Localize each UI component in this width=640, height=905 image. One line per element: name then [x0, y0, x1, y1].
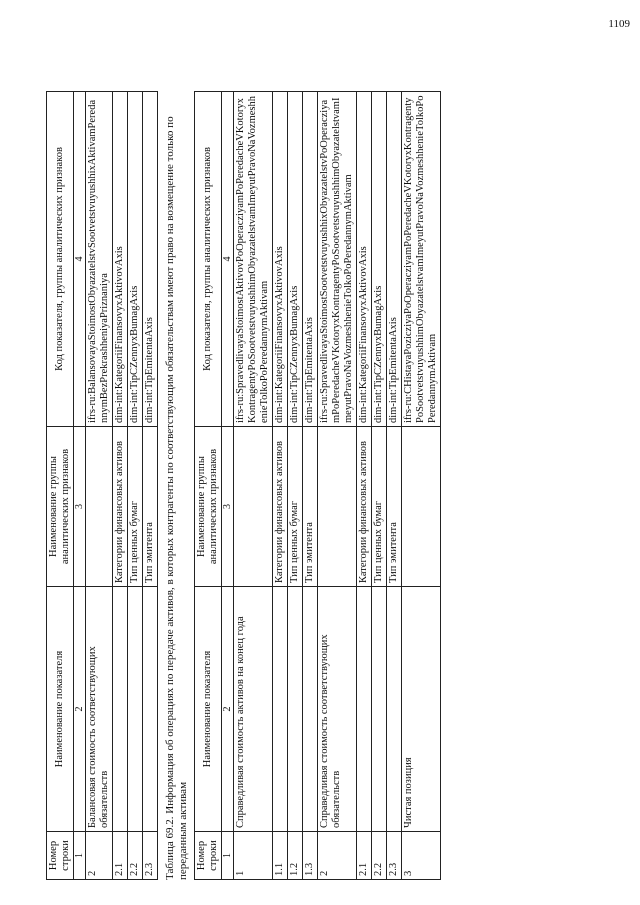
row-number-cell: 1	[234, 832, 273, 880]
code-cell: dim-int:TipCZennyxBumagAxis	[128, 92, 143, 427]
table-row	[113, 92, 128, 880]
indicator-name-cell	[357, 587, 372, 832]
group-name-cell: Тип эмитента	[143, 427, 158, 587]
indicator-name-cell	[387, 587, 402, 832]
group-name-cell: Тип ценных бумаг	[372, 427, 387, 587]
table-index-row	[74, 92, 86, 880]
table-row	[387, 92, 402, 880]
code-cell: ifrs-ru:CHistayaPozicziyaPoOperacziyamPoPeredacheVKotoryxKontragentyPoSootvetstvuyushhimObyazatelstvamImeyutPravoNaVozmeshhenieTolkoPoPeredannymAktivam	[402, 92, 441, 427]
index-cell: 1	[74, 832, 86, 880]
group-name-cell	[318, 427, 357, 587]
row-number-cell: 2.3	[387, 832, 402, 880]
code-cell: dim-int:TipEmitentaAxis	[143, 92, 158, 427]
header-code: Код показателя, группы аналитических признаков	[195, 92, 222, 427]
table-row	[128, 92, 143, 880]
row-number-cell: 2.2	[372, 832, 387, 880]
row-number-cell: 2.2	[128, 832, 143, 880]
header-indicator-name: Наименование показателя	[195, 587, 222, 832]
index-cell: 2	[222, 587, 234, 832]
table-row	[234, 92, 273, 880]
table-header-row	[47, 92, 74, 880]
group-name-cell	[234, 427, 273, 587]
row-number-cell: 2	[318, 832, 357, 880]
group-name-cell: Тип эмитента	[387, 427, 402, 587]
code-cell: dim-int:TipEmitentaAxis	[387, 92, 402, 427]
code-cell: dim-int:KategoriiFinansovyxAktivovAxis	[273, 92, 288, 427]
table-row	[288, 92, 303, 880]
index-cell: 4	[74, 92, 86, 427]
table-row	[318, 92, 357, 880]
row-number-cell: 2.3	[143, 832, 158, 880]
indicator-name-cell	[288, 587, 303, 832]
group-name-cell: Тип ценных бумаг	[128, 427, 143, 587]
header-code: Код показателя, группы аналитических признаков	[47, 92, 74, 427]
table-header-row	[195, 92, 222, 880]
indicator-name-cell: Справедливая стоимость соответствующих обязательств	[318, 587, 357, 832]
indicator-name-cell: Балансовая стоимость соответствующих обязательств	[86, 587, 113, 832]
code-cell: ifrs-ru:SpravedlivayaStoimostAktivovPoOperacziyamPoPeredacheVKotoryxKontragentyPoSootvetstvuyushhimObyazatelstvamImeyutPravoNaVozmeshhenieTolkoPoPeredannymAktivam	[234, 92, 273, 427]
table-row	[143, 92, 158, 880]
index-cell: 2	[74, 587, 86, 832]
group-name-cell: Категории финансовых активов	[273, 427, 288, 587]
row-number-cell: 2.1	[357, 832, 372, 880]
row-number-cell: 1.2	[288, 832, 303, 880]
row-number-cell: 3	[402, 832, 441, 880]
code-cell: ifrs-ru:BalansovayaStoimostObyazatelstvSootvetstvuyushhixAktivamPeredannymBezPrekrashheniyaPriznaniya	[86, 92, 113, 427]
group-name-cell: Тип ценных бумаг	[288, 427, 303, 587]
rotated-content	[40, 80, 600, 880]
code-cell: dim-int:TipCZennyxBumagAxis	[372, 92, 387, 427]
group-name-cell: Категории финансовых активов	[113, 427, 128, 587]
index-cell: 4	[222, 92, 234, 427]
table-row	[402, 92, 441, 880]
group-name-cell: Категории финансовых активов	[357, 427, 372, 587]
table-row	[303, 92, 318, 880]
table-row	[357, 92, 372, 880]
header-group-name: Наименование группы аналитических признаков	[195, 427, 222, 587]
row-number-cell: 1.1	[273, 832, 288, 880]
row-number-cell: 2.1	[113, 832, 128, 880]
indicator-name-cell	[113, 587, 128, 832]
header-group-name: Наименование группы аналитических признаков	[47, 427, 74, 587]
group-name-cell: Тип эмитента	[303, 427, 318, 587]
table-row	[273, 92, 288, 880]
index-cell: 3	[74, 427, 86, 587]
header-row-number: Номер строки	[195, 832, 222, 880]
indicator-name-cell	[128, 587, 143, 832]
table-index-row	[222, 92, 234, 880]
header-row-number: Номер строки	[47, 832, 74, 880]
code-cell: dim-int:TipCZennyxBumagAxis	[288, 92, 303, 427]
header-indicator-name: Наименование показателя	[47, 587, 74, 832]
page-number: 1109	[608, 18, 630, 30]
group-name-cell	[402, 427, 441, 587]
index-cell: 3	[222, 427, 234, 587]
indicator-name-cell	[372, 587, 387, 832]
code-cell: ifrs-ru:SpravedlivayaStoimostSootvetstvuyushhixObyazatelstvPoOperacziyamPoPeredacheVKotoryxKontragentyPoSootvetstvuyushhimObyazatelstvamImeyutPravoNaVozmeshhenieTolkoPoPeredannymAktivam	[318, 92, 357, 427]
indicator-name-cell	[273, 587, 288, 832]
table-assets-transfer-balance	[46, 91, 158, 880]
indicator-name-cell	[303, 587, 318, 832]
table-row	[372, 92, 387, 880]
index-cell: 1	[222, 832, 234, 880]
code-cell: dim-int:KategoriiFinansovyxAktivovAxis	[113, 92, 128, 427]
table-row	[86, 92, 113, 880]
indicator-name-cell: Справедливая стоимость активов на конец года	[234, 587, 273, 832]
indicator-name-cell	[143, 587, 158, 832]
row-number-cell: 2	[86, 832, 113, 880]
group-name-cell	[86, 427, 113, 587]
code-cell: dim-int:TipEmitentaAxis	[303, 92, 318, 427]
row-number-cell: 1.3	[303, 832, 318, 880]
table-assets-transfer-fair-value	[194, 91, 441, 880]
code-cell: dim-int:KategoriiFinansovyxAktivovAxis	[357, 92, 372, 427]
table-caption: Таблица 69.2. Информация об операциях по передаче активов, в которых контрагенты по соответствующим обязательствам имеют право на возмещение только по переданным активам	[164, 116, 189, 880]
indicator-name-cell: Чистая позиция	[402, 587, 441, 832]
